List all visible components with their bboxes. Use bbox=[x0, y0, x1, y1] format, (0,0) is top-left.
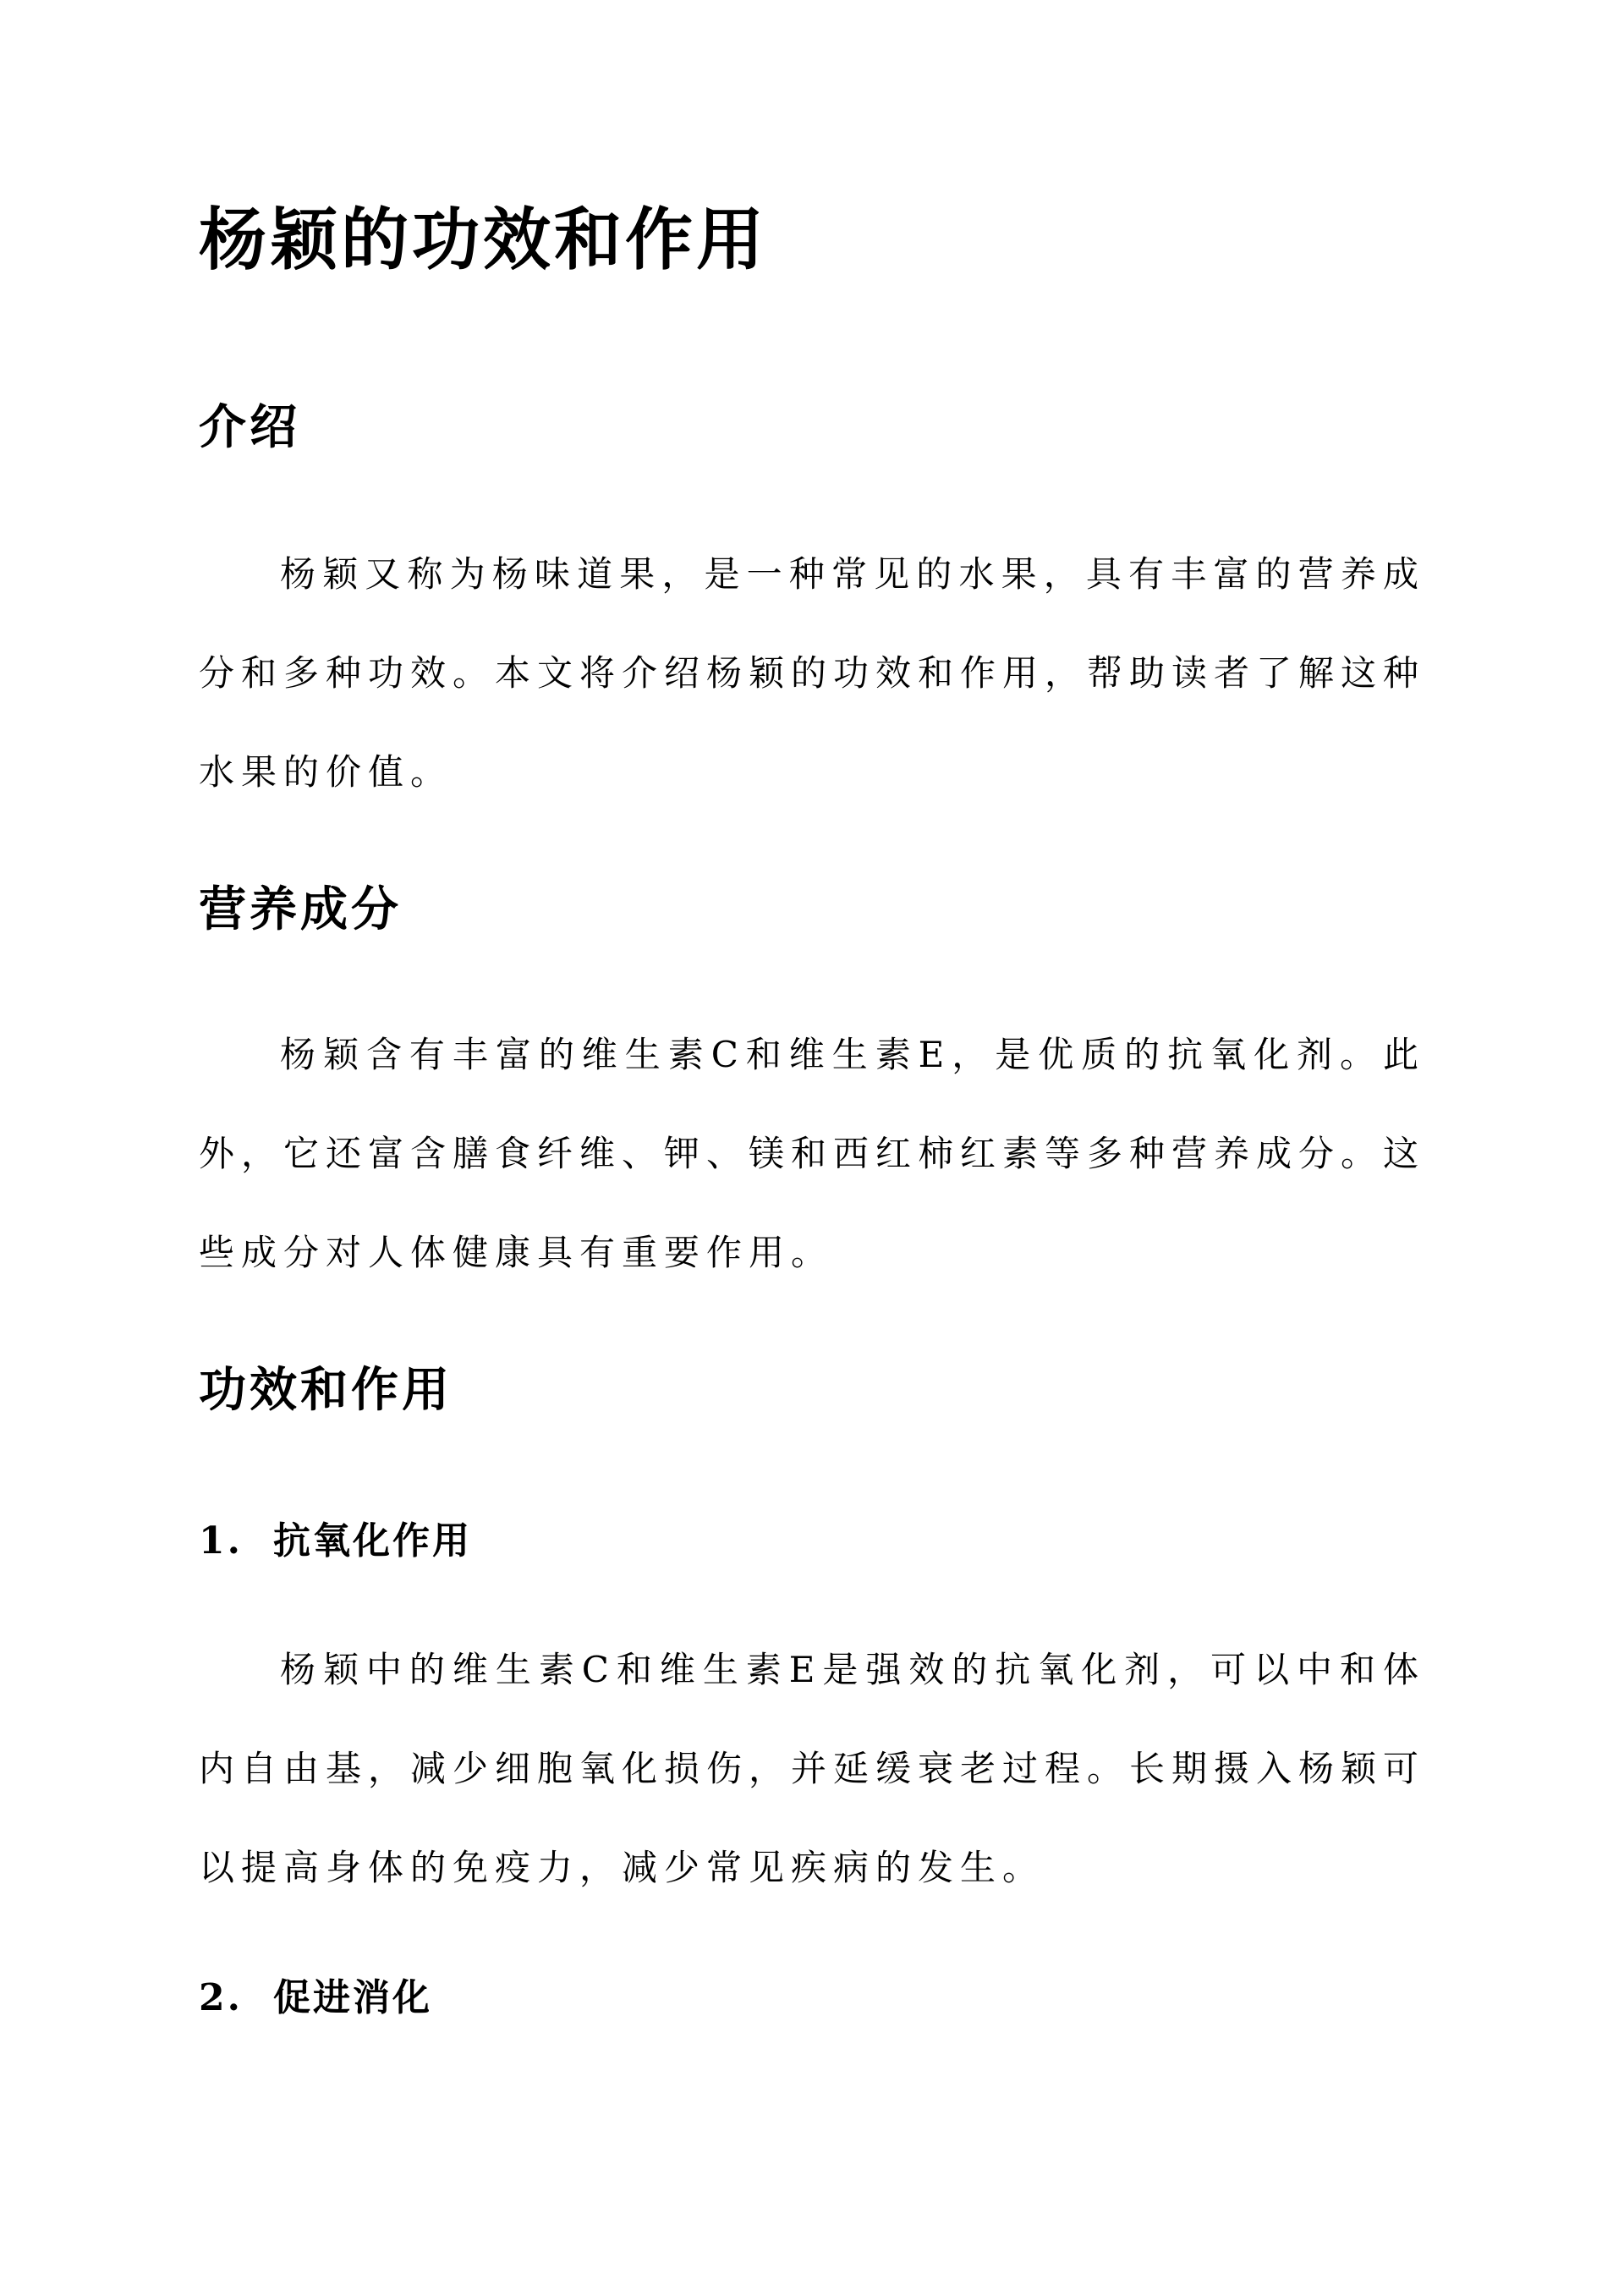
document-title: 杨颖的功效和作用 bbox=[199, 200, 767, 279]
section-heading-intro: 介绍 bbox=[199, 399, 300, 455]
subsection-heading-digestion bbox=[199, 1971, 432, 2025]
nutrition-paragraph: 杨颖含有丰富的维生素C和维生素E，是优质的抗氧化剂。此外，它还富含膳食纤维、钾、镁和西红柿红素等多种营养成分。这些成分对人体健康具有重要作用。 bbox=[199, 1034, 1426, 1273]
subsection-number: 1. bbox=[199, 1519, 243, 1563]
intro-paragraph: 杨颖又称为杨味道果，是一种常见的水果，具有丰富的营养成分和多种功效。本文将介绍杨颖的功效和作用，帮助读者了解这种水果的价值。 bbox=[199, 553, 1426, 793]
subsection-number: 2. bbox=[199, 1976, 243, 2019]
section-heading-nutrition: 营养成分 bbox=[199, 882, 402, 937]
subsection-heading-antioxidant bbox=[199, 1514, 472, 1568]
section-heading-effects: 功效和作用 bbox=[199, 1362, 453, 1418]
antioxidant-paragraph: 杨颖中的维生素C和维生素E是强效的抗氧化剂，可以中和体内自由基，减少细胞氧化损伤，并延缓衰老过程。长期摄入杨颖可以提高身体的免疫力，减少常见疾病的发生。 bbox=[199, 1649, 1426, 1888]
subsection-title: 促进消化 bbox=[273, 1976, 432, 2019]
subsection-title: 抗氧化作用 bbox=[273, 1519, 472, 1563]
